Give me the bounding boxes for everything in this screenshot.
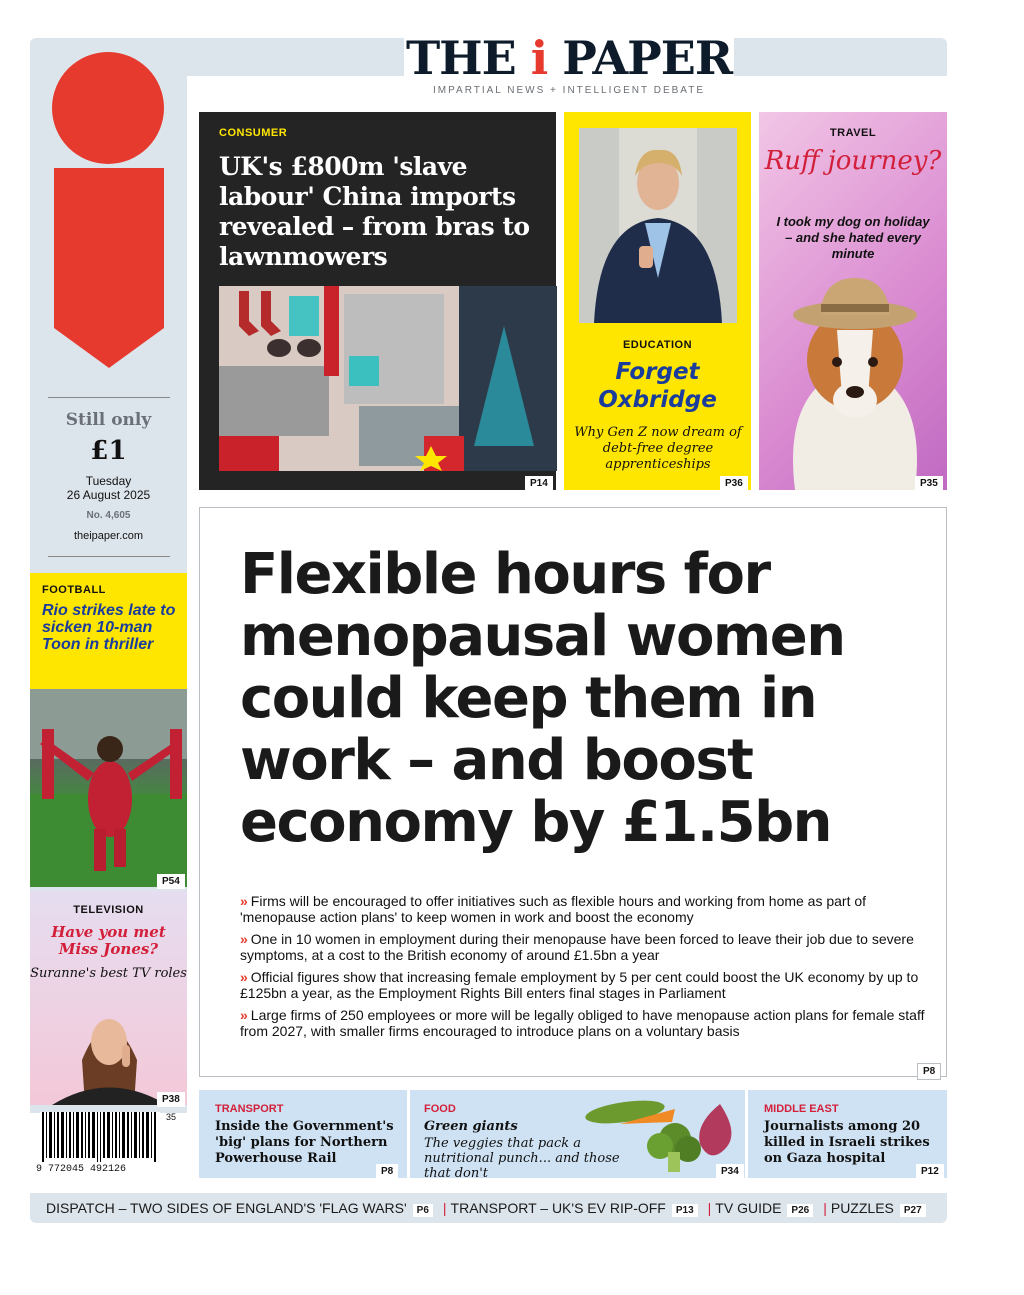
football-headline[interactable]: Rio strikes late to sicken 10-man Toon in thriller xyxy=(42,602,176,653)
bullet-text: Official figures show that increasing female employment by 5 per cent could boost the UK economy by up to £125bn a year, as the Employment Rights Bill enters final stages in Parliament xyxy=(240,969,919,1001)
bullet-item xyxy=(240,1007,930,1039)
footer-item-dispatch[interactable]: DISPATCH – TWO SIDES OF ENGLAND'S 'FLAG WARS' xyxy=(46,1200,407,1216)
food-headline[interactable]: Green giants xyxy=(424,1119,518,1134)
page-ref: P54 xyxy=(157,874,185,889)
travel-dog-photo[interactable] xyxy=(775,270,935,490)
barcode-issue: 35 xyxy=(166,1112,177,1122)
chevron-icon: » xyxy=(240,1007,248,1023)
barcode xyxy=(40,1112,160,1162)
transport-headline[interactable]: Inside the Government's 'big' plans for Northern Powerhouse Rail xyxy=(215,1119,394,1166)
page-ref: P8 xyxy=(376,1164,398,1179)
separator: | xyxy=(442,1200,447,1216)
page-ref: P8 xyxy=(917,1063,941,1080)
price-label: Still only xyxy=(65,410,152,430)
page-ref: P35 xyxy=(915,476,943,491)
page-ref: P6 xyxy=(413,1204,433,1217)
bullet-text: One in 10 women in employment during their menopause have been forced to leave their job due to severe symptoms, at a cost to the British economy of around £1.5bn a year xyxy=(240,931,914,963)
education-subhead: Why Gen Z now dream of debt-free degree apprenticeships xyxy=(574,425,742,472)
website-link[interactable]: theipaper.com xyxy=(73,530,144,542)
page-ref: P26 xyxy=(787,1204,813,1217)
issue-date: 26 August 2025 xyxy=(66,488,151,502)
chevron-icon: » xyxy=(240,969,248,985)
i-logo-stem xyxy=(54,168,164,368)
issue-number: No. 4,605 xyxy=(86,510,131,521)
footer-item-transport[interactable]: TRANSPORT – UK'S EV RIP-OFF xyxy=(450,1200,666,1216)
television-kicker: TELEVISION xyxy=(73,904,144,916)
footer-item-puzzles[interactable]: PUZZLES xyxy=(830,1200,894,1216)
masthead-title-i: i xyxy=(530,31,548,85)
masthead-tagline: IMPARTIAL NEWS + INTELLIGENT DEBATE xyxy=(433,85,705,96)
consumer-collage-image[interactable] xyxy=(219,286,557,471)
bullet-item xyxy=(240,969,930,1001)
food-kicker: FOOD xyxy=(424,1103,456,1115)
bullet-text: Firms will be encouraged to offer initiatives such as flexible hours and working from home as part of 'menopause action plans' to keep women in work and boost the economy xyxy=(240,893,867,925)
bullet-text: Large firms of 250 employees or more will be legally obliged to have menopause action plans for female staff from 2027, with smaller firms encouraged to introduce plans on a voluntary basis xyxy=(240,1007,925,1039)
barcode-number: 9 772045 492126 xyxy=(36,1164,127,1175)
masthead-title-post: PAPER xyxy=(547,31,733,85)
television-photo[interactable] xyxy=(52,1000,167,1105)
separator: | xyxy=(823,1200,827,1216)
middle-east-kicker: MIDDLE EAST xyxy=(764,1103,839,1115)
main-headline[interactable]: Flexible hours for menopausal women could keep them in work – and boost economy by £1.5bn xyxy=(240,542,845,855)
price-value: £1 xyxy=(90,436,127,466)
television-subhead: Suranne's best TV roles xyxy=(30,966,187,981)
page-ref: P27 xyxy=(900,1204,926,1217)
masthead-title[interactable] xyxy=(404,30,734,86)
divider xyxy=(48,397,170,398)
television-headline[interactable]: Have you met Miss Jones? xyxy=(51,923,166,958)
food-subhead: The veggies that pack a nutritional punch... and those that don't xyxy=(424,1136,620,1181)
footer-strip xyxy=(30,1193,947,1223)
main-bullets xyxy=(240,893,930,1045)
page-ref: P13 xyxy=(672,1204,698,1217)
separator: | xyxy=(707,1200,712,1216)
travel-kicker: TRAVEL xyxy=(829,127,877,139)
page-ref: P12 xyxy=(916,1164,944,1179)
consumer-kicker: CONSUMER xyxy=(219,127,288,139)
travel-headline[interactable]: Ruff journey? xyxy=(764,146,942,176)
travel-subhead: I took my dog on holiday – and she hated every minute xyxy=(776,214,930,261)
vegetables-image xyxy=(580,1094,745,1174)
page-ref: P34 xyxy=(716,1164,744,1179)
bullet-item xyxy=(240,931,930,963)
education-kicker: EDUCATION xyxy=(622,339,693,351)
football-photo[interactable] xyxy=(30,689,187,887)
page-ref: P38 xyxy=(157,1092,185,1107)
middle-east-headline[interactable]: Journalists among 20 killed in Israeli strikes on Gaza hospital xyxy=(764,1119,930,1166)
education-photo[interactable] xyxy=(579,128,737,323)
bullet-item xyxy=(240,893,930,925)
masthead-title-pre: THE xyxy=(405,31,531,85)
page-ref: P36 xyxy=(720,476,748,491)
chevron-icon: » xyxy=(240,931,248,947)
education-headline[interactable]: Forget Oxbridge xyxy=(598,359,717,413)
consumer-headline[interactable]: UK's £800m 'slave labour' China imports revealed – from bras to lawnmowers xyxy=(219,152,530,271)
page-ref: P14 xyxy=(525,476,553,491)
football-kicker: FOOTBALL xyxy=(42,584,106,596)
chevron-icon: » xyxy=(240,893,248,909)
i-logo-dot xyxy=(52,52,164,164)
transport-kicker: TRANSPORT xyxy=(215,1103,284,1115)
divider xyxy=(48,556,170,557)
issue-day: Tuesday xyxy=(85,474,132,488)
footer-item-tv-guide[interactable]: TV GUIDE xyxy=(715,1200,782,1216)
